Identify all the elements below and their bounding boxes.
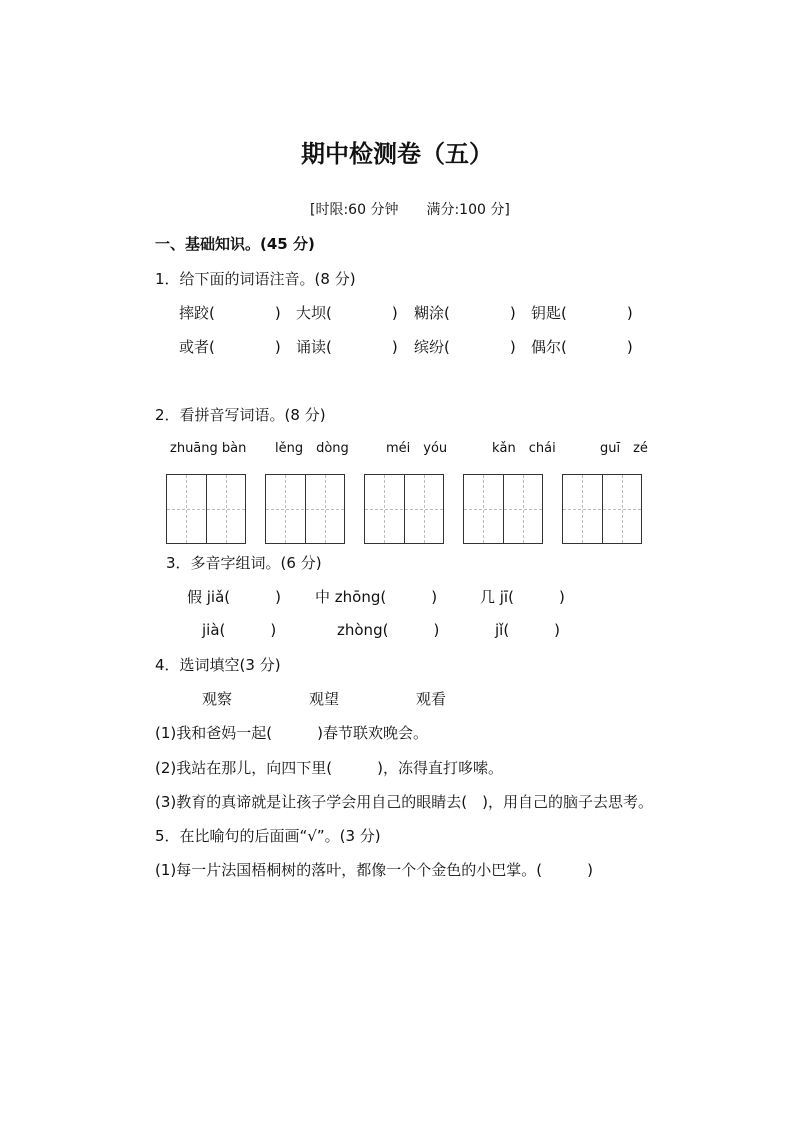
- q2-prompt: 2．看拼音写词语。(8 分): [155, 406, 326, 424]
- q1-word-7: 缤纷( ): [414, 338, 516, 356]
- q1-word-5: 或者( ): [179, 338, 281, 356]
- q4-prompt: 4．选词填空(3 分): [155, 656, 281, 674]
- q2-pinyin-2: lěng dòng: [275, 441, 349, 456]
- q3-item-6: jǐ( ): [495, 621, 561, 639]
- q3-item-1: 假 jiǎ( ): [187, 588, 281, 606]
- q2-pinyin-5: guī zé: [600, 441, 648, 456]
- q3-item-2: 中 zhōng( ): [315, 588, 438, 606]
- q1-word-4: 钥匙( ): [531, 304, 633, 322]
- q4-sentence-2: (2)我站在那儿，向四下里( )，冻得直打哆嗦。: [155, 759, 503, 777]
- q3-item-3: 几 jī( ): [480, 588, 565, 606]
- writing-grid-3[interactable]: [364, 474, 444, 544]
- q3-prompt: 3．多音字组词。(6 分): [166, 554, 322, 572]
- q2-pinyin-3: méi yóu: [386, 441, 448, 456]
- q1-word-8: 偶尔( ): [531, 338, 633, 356]
- q5-prompt: 5．在比喻句的后面画“√”。(3 分): [155, 827, 381, 845]
- q4-word-2: 观望: [309, 690, 340, 708]
- q4-word-1: 观察: [202, 690, 233, 708]
- time-score-info: [时限:60 分钟 满分:100 分]: [310, 202, 510, 218]
- q1-prompt: 1．给下面的词语注音。(8 分): [155, 270, 356, 288]
- section-basic-knowledge: 一、基础知识。(45 分): [155, 235, 315, 253]
- q5-sentence-1: (1)每一片法国梧桐树的落叶，都像一个个金色的小巴掌。( ): [155, 861, 593, 879]
- writing-grid-2[interactable]: [265, 474, 345, 544]
- q1-word-3: 糊涂( ): [414, 304, 516, 322]
- q1-word-6: 诵读( ): [296, 338, 398, 356]
- q1-word-2: 大坝( ): [296, 304, 398, 322]
- writing-grid-5[interactable]: [562, 474, 642, 544]
- q3-item-4: jià( ): [202, 621, 277, 639]
- q1-word-1: 摔跤( ): [179, 304, 281, 322]
- q4-word-3: 观看: [416, 690, 447, 708]
- q2-pinyin-1: zhuāng bàn: [170, 441, 247, 456]
- q2-pinyin-4: kǎn chái: [492, 441, 556, 456]
- exam-title: 期中检测卷（五）: [301, 140, 493, 168]
- q3-item-5: zhòng( ): [337, 621, 440, 639]
- writing-grid-1[interactable]: [166, 474, 246, 544]
- writing-grid-4[interactable]: [463, 474, 543, 544]
- q4-sentence-1: (1)我和爸妈一起( )春节联欢晚会。: [155, 724, 428, 742]
- q4-sentence-3: (3)教育的真谛就是让孩子学会用自己的眼睛去( )，用自己的脑子去思考。: [155, 793, 653, 811]
